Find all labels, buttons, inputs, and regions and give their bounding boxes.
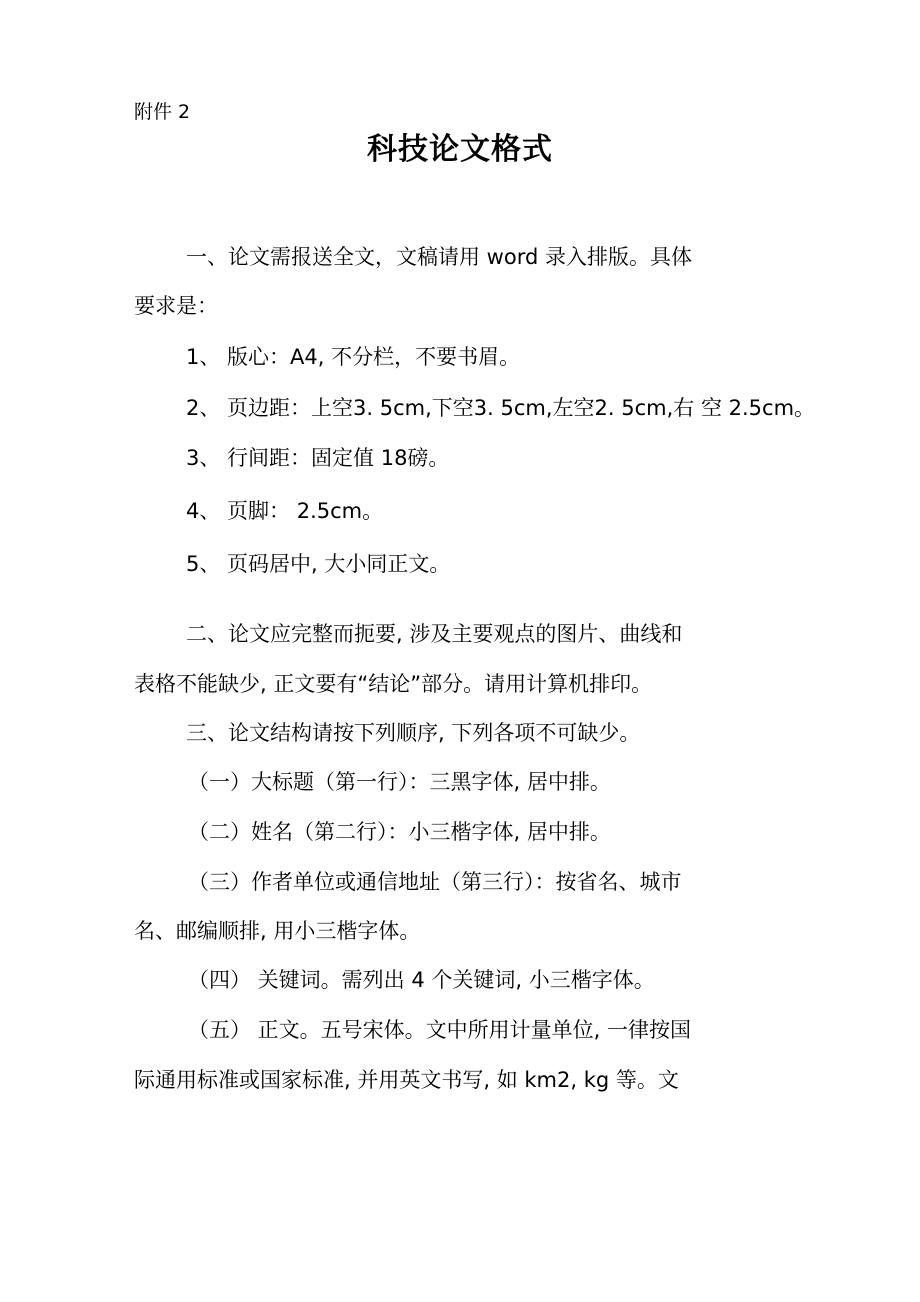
- document-title: 科技论文格式: [367, 132, 553, 167]
- requirement-item-4: 4、 页脚： 2.5cm。: [186, 499, 384, 523]
- attachment-label: 附件 2: [134, 101, 191, 123]
- requirement-item-5: 5、 页码居中, 大小同正文。: [186, 552, 451, 576]
- structure-item-2: （二）姓名（第二行）：小三楷字体, 居中排。: [188, 820, 611, 844]
- requirement-item-1: 1、 版心：A4, 不分栏，不要书眉。: [186, 345, 521, 369]
- structure-item-5-line-1: （五） 正文。五号宋体。文中所用计量单位, 一律按国: [188, 1018, 692, 1042]
- structure-item-3-line-1: （三）作者单位或通信地址（第三行）：按省名、城市: [188, 870, 682, 894]
- requirement-item-2: 2、 页边距：上空3. 5cm,下空3. 5cm,左空2. 5cm,右 空 2.5cm。: [186, 396, 816, 420]
- structure-item-5-line-2: 际通用标准或国家标准, 并用英文书写, 如 km2, kg 等。文: [134, 1068, 679, 1092]
- section-1-line-2: 要求是：: [134, 294, 218, 318]
- section-2-line-2: 表格不能缺少, 正文要有“结论”部分。请用计算机排印。: [134, 672, 653, 696]
- requirement-item-3: 3、 行间距：固定值 18磅。: [186, 446, 450, 470]
- section-1-line-1: 一、论文需报送全文，文稿请用 word 录入排版。具体: [186, 245, 692, 269]
- structure-item-3-line-2: 名、邮编顺排, 用小三楷字体。: [134, 919, 421, 943]
- structure-item-4: （四） 关键词。需列出 4 个关键词, 小三楷字体。: [188, 968, 655, 992]
- section-3-heading: 三、论文结构请按下列顺序, 下列各项不可缺少。: [186, 721, 641, 745]
- structure-item-1: （一）大标题（第一行）：三黑字体, 居中排。: [188, 770, 611, 794]
- section-2-line-1: 二、论文应完整而扼要, 涉及主要观点的图片、曲线和: [186, 622, 683, 646]
